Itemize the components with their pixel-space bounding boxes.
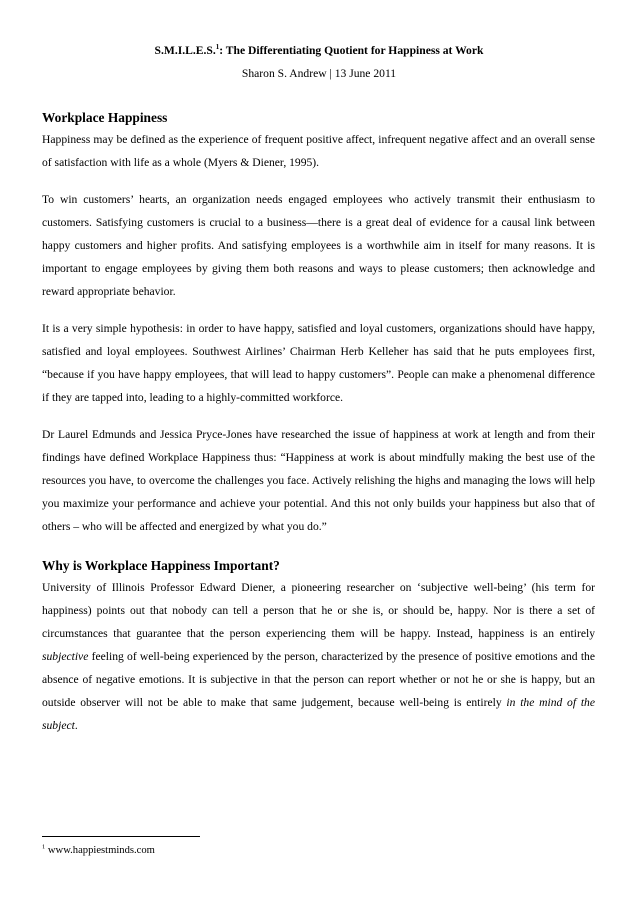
footnote-url[interactable]: www.happiestminds.com	[45, 845, 155, 856]
paragraph-definition: Happiness may be defined as the experience of frequent positive affect, infrequent negative affect and an overall sense of satisfaction with life as a whole (Myers & Diener, 1995).	[42, 133, 595, 169]
author-date-line: Sharon S. Andrew | 13 June 2011	[241, 67, 397, 80]
diener-text-middle: feeling of well-being experienced by the person, characterized by the presence of positive emotions and the absence of negative emotions. It is subjective in that the person can report whether or not he or she is happy, but an outside observer will not be able to make that same judgement, because well-being is entirely	[42, 650, 595, 709]
diener-text-intro: University of Illinois Professor Edward Diener, a pioneering researcher on ‘subjective well-being’ (his term for happiness) points out that nobody can tell a person that he or she is, or should be, happy. Nor is there a set of circumstances that guarantee that the person experiencing them will be happy. Instead, happiness is an entirely	[42, 581, 595, 640]
document-title	[0, 44, 638, 58]
paragraph-diener	[42, 576, 595, 737]
diener-emphasis-mind: in the mind of the subject	[42, 696, 595, 732]
paragraph-customers-hearts: To win customers’ hearts, an organization needs engaged employees who actively transmit their enthusiasm to customers. Satisfying customers is crucial to a business—there is a great deal of evidence for a causal link between happy customers and higher profits. And satisfying employees is a worthwhile aim in itself for many reasons. It is important to engage employees by giving them both reasons and ways to please customers; then acknowledge and reward appropriate behavior.	[42, 193, 595, 298]
paragraph-edmunds-pryce-jones: Dr Laurel Edmunds and Jessica Pryce-Jones have researched the issue of happiness at work at length and from their findings have defined Workplace Happiness thus: “Happiness at work is about mindfully making the best use of the resources you have, to overcome the challenges you face. Actively relishing the highs and managing the lows will help you maximize your performance and achieve your potential. And this not only builds your happiness but also that of others – who will be affected and energized by what you do.”	[42, 428, 595, 533]
document-body	[42, 109, 595, 737]
footnote-reference[interactable]: 1	[215, 43, 220, 52]
paragraph-hypothesis: It is a very simple hypothesis: in order to have happy, satisfied and loyal customers, organizations should have happy, satisfied and loyal employees. Southwest Airlines’ Chairman Herb Kelleher has said that he puts employees first, “because if you have happy employees, that will lead to happy customers”. People can make a phenomenal difference if they are tapped into, leading to a highly-committed workforce.	[42, 322, 595, 404]
footnote-separator	[42, 836, 200, 837]
section-heading-workplace-happiness: Workplace Happiness	[42, 110, 168, 125]
diener-emphasis-subjective: subjective	[42, 650, 89, 663]
diener-text-end: .	[74, 719, 78, 732]
footnote	[42, 844, 155, 858]
footnote-number: 1	[42, 843, 46, 851]
title-subtitle: : The Differentiating Quotient for Happiness at Work	[219, 44, 484, 57]
section-heading-why-important: Why is Workplace Happiness Important?	[42, 558, 280, 573]
title-acronym: S.M.I.L.E.S.	[154, 44, 216, 57]
